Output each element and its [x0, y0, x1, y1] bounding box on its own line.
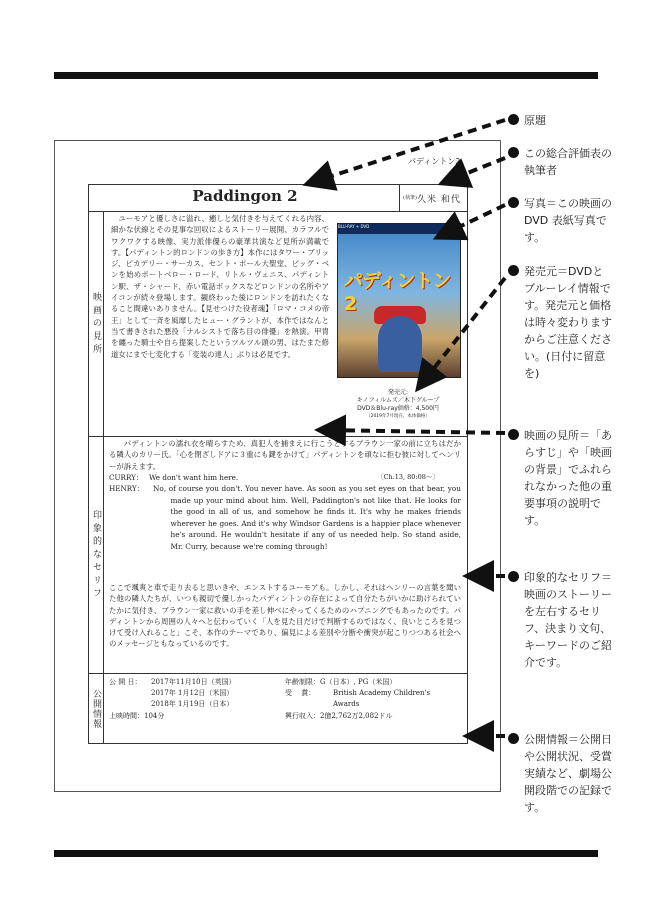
arrow-to-title [310, 120, 505, 183]
movie-title: Paddingon 2 [192, 187, 298, 205]
chapter-ref: 〔Ch.13, 80:08～〕 [377, 473, 439, 481]
seller-line-2: キノフィルムズ／木下グループ [356, 397, 440, 404]
cover-title: パディントン2 [344, 270, 451, 315]
serifu-intro: パディントンの濡れ衣を晴らすため、真犯人を捕まえに行こうとするブラウン一家の前に立ちはだかる隣人のカリー氏。「心を閉ざしドアに３重にも鍵をかけて」パディントンを頑なに拒む彼に対してヘンリーが訴えます。 [109, 439, 461, 471]
age-rating: 年齢制限：G（日本）, PG（米国） [285, 678, 397, 686]
section-label-info: 公開情報 [89, 674, 104, 743]
award-line-2: Awards [333, 700, 360, 708]
curry-line: We don't want him here. [149, 473, 239, 482]
serifu-body: ここで颯爽と車で走り去ると思いきや、エンストするユーモアも。しかし、それはヘンリーの言葉を聞いた他の隣人たちが、いつも親切で優しかったパディントンの存在によって自分たちがいかに助けられていたかに気付き、ブラウン一家に救いの手を差し伸べにやってくるためのハプニングでもあったのです。パディントンから周囲の人々へと伝わっていく「人を見た目だけで判断するのではなく、良いところを見つけて受け入れること」こそ、本作のテーマであり、偏見による差別や分断や衝突が起こりつつある社会へのメッセージともなっているのです。 [109, 583, 461, 649]
section-label-midokoro: 映画の見所 [89, 212, 104, 436]
callout-serifu: 印象的なセリフ＝映画のストーリーを左右するセリフ、決まり文句、キーワードのご紹介です。 [524, 569, 612, 671]
arrow-to-seller [420, 278, 505, 386]
henry-speaker: HENRY： [109, 484, 144, 493]
box-office: 興行収入：2億2,762万2,082ドル [285, 712, 393, 720]
seller-line-3: DVD＆Blu-ray価格：4,500円 [357, 405, 439, 412]
arrow-to-midokoro [322, 430, 505, 433]
midokoro-text: ユーモアと優しさに溢れ、癒しと気付きを与えてくれる内容、細かな伏線とその見事な回収によるストーリー展開、カラフルでワクワクする映像、実力派俳優らの豪華共演など見所が満載です。【パディントン的ロンドンの歩き方】本作にはタワー・ブリッジ、ピカデリー・サーカス、セント・ポール大聖堂、ビッグ・ベンを始めポートベロー・ロード、リトル・ヴェニス、パディントン駅、ザ・シャード、赤い電話ボックスなどロンドンの名所やアイコンが続々登場します。観終わった後にロンドンを訪れたくなること間違いありません。【見せつけた役者魂】「ロマ・コメの帝王」として一斉を風靡したヒュー・グラントが、本作ではなんと当て書きされた悪役「ナルシストで落ち目の俳優」を熱演。甲冑を纏った騎士や自ら提案したというツルツル頭の男、はたまた修道女にまで七変化する「変装の達人」ぶりは必見です。 [111, 214, 329, 359]
page-label: パディントン2 [408, 157, 461, 166]
seller-line-4: （2019年7月現在、本体価格） [366, 414, 430, 419]
award-label: 受 賞： [285, 689, 316, 697]
cover-band: BLU-RAY + DVD [338, 224, 460, 234]
section-label-serifu: 印象的なセリフ [89, 437, 104, 673]
callout-photo: 写真＝この映画の DVD 表紙写真です。 [524, 195, 612, 246]
callout-author: この総合評価表の執筆者 [524, 145, 612, 179]
callout-seller: 発売元＝DVDとブルーレイ情報です。発売元と価格は時々変わりますからご注意ください。(日付に留意を) [524, 263, 612, 382]
callout-midokoro: 映画の見所＝「あらすじ」や「映画の背景」でふれられなかった他の重要事項の説明です。 [524, 427, 612, 529]
arrow-to-author [445, 158, 505, 182]
release-label: 公 開 日： [109, 678, 142, 686]
release-date-us: 2017年 1月12日（米国） [151, 689, 234, 697]
henry-line: No, of course you don't. You never have. As soon as you set eyes on that bear, you made up your mind about him. Well, Paddington's not like that. He looks for the good in all of us, and somehow he finds it. It's why he makes friends wherever he goes. And it's why Windsor Gardens is a happier place whenever he's around. He wouldn't hesitate if any of us needed help. So stand aside, Mr. Curry, because we're coming through! [153, 484, 461, 551]
curry-speaker: CURRY： [109, 473, 144, 482]
callout-info: 公開情報＝公開日や公開状況、受賞実績など、劇場公開段階での記録です。 [524, 731, 612, 816]
author-name: 久米 和代 [417, 195, 461, 205]
callout-original-title: 原題 [524, 112, 624, 129]
seller-line-1: 発売元: [387, 389, 409, 396]
arrow-to-cover [440, 205, 505, 236]
author-tag: (執筆) [403, 195, 417, 201]
runtime: 上映時間：104分 [109, 712, 165, 720]
award-line-1: British Academy Children's [333, 689, 431, 697]
release-date-jp: 2018年 1月19日（日本） [151, 700, 234, 708]
release-date-uk: 2017年11月10日（英国） [151, 678, 236, 686]
